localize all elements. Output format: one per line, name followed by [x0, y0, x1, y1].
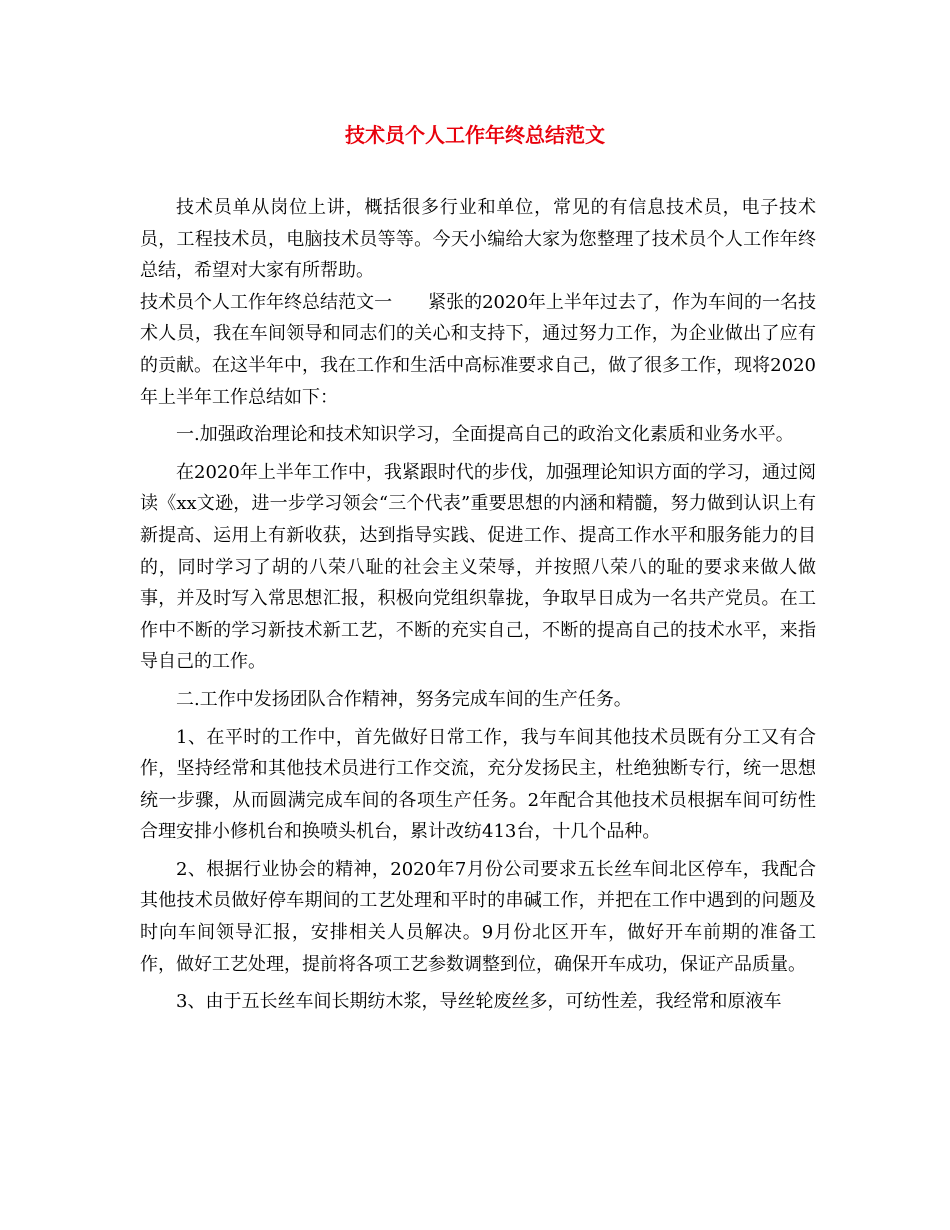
document-body	[140, 192, 816, 1018]
heading-one-paragraph: 一.加强政治理论和技术知识学习，全面提高自己的政治文化素质和业务水平。	[176, 424, 794, 446]
section-one-intro-paragraph: 技术员个人工作年终总结范文一 紧张的2020年上半年过去了，作为车间的一名技术人员，我在车间领导和同志们的关心和支持下，通过努力工作，为企业做出了应有的贡献。在这半年中，我在工作和生活中高标准要求自己，做了很多工作，现将2020年上半年工作总结如下：	[140, 291, 816, 408]
item-three-paragraph: 3、由于五长丝车间长期纺木浆，导丝轮废丝多，可纺性差，我经常和原液车	[176, 991, 782, 1013]
item-two-paragraph: 2、根据行业协会的精神，2020年7月份公司要求五长丝车间北区停车，我配合其他技术员做好停车期间的工艺处理和平时的串碱工作，并把在工作中遇到的问题及时向车间领导汇报，安排相关人员解决。9月份北区开车，做好开车前期的准备工作，做好工艺处理，提前将各项工艺参数调整到位，确保开车成功，保证产品质量。	[140, 858, 816, 975]
heading-two-paragraph: 二.工作中发扬团队合作精神，努务完成车间的生产任务。	[176, 688, 632, 710]
document-title: 技术员个人工作年终总结范文	[345, 123, 605, 147]
intro-paragraph: 技术员单从岗位上讲，概括很多行业和单位，常见的有信息技术员，电子技术员，工程技术员，电脑技术员等等。今天小编给大家为您整理了技术员个人工作年终总结，希望对大家有所帮助。	[140, 197, 816, 282]
item-one-paragraph: 1、在平时的工作中，首先做好日常工作，我与车间其他技术员既有分工又有合作，坚持经常和其他技术员进行工作交流，充分发扬民主，杜绝独断专行，统一思想统一步骤，从而圆满完成车间的各项生产任务。2年配合其他技术员根据车间可纺性合理安排小修机台和换喷头机台，累计改纺413台，十几个品种。	[140, 726, 816, 843]
study-paragraph: 在2020年上半年工作中，我紧跟时代的步伐，加强理论知识方面的学习，通过阅读《xx文逊，进一步学习领会“三个代表”重要思想的内涵和精髓，努力做到认识上有新提高、运用上有新收获，达到指导实践、促进工作、提高工作水平和服务能力的目的，同时学习了胡的八荣八耻的社会主义荣辱，并按照八荣八的耻的要求来做人做事，并及时写入常思想汇报，积极向党组织靠拢，争取早日成为一名共产党员。在工作中不断的学习新技术新工艺，不断的充实自己，不断的提高自己的技术水平，来指导自己的工作。	[140, 461, 816, 673]
